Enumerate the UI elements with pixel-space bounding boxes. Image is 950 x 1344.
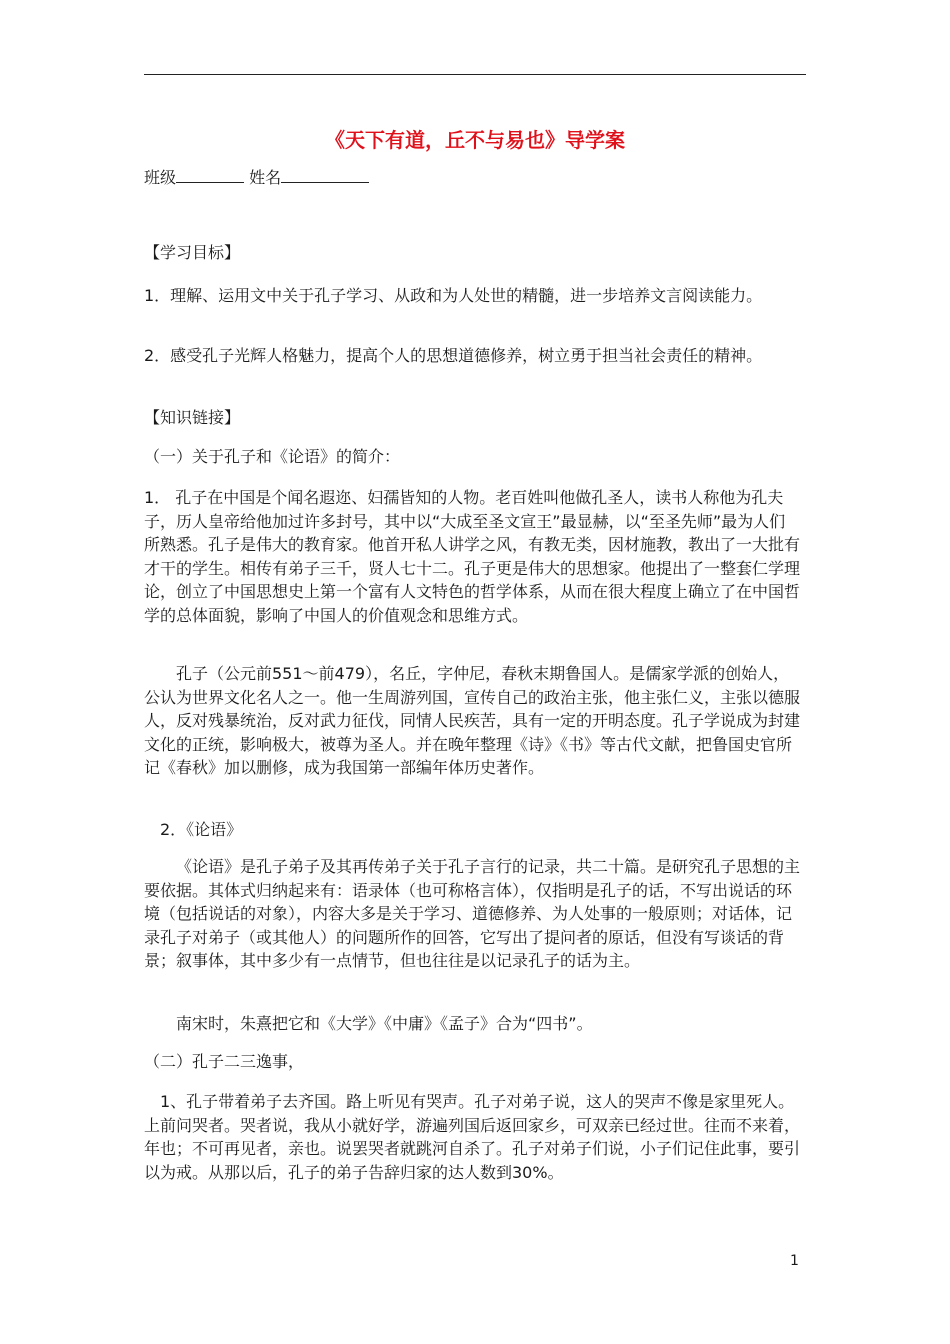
confucius-paragraph-2: 孔子（公元前551～前479），名丘，字仲尼，春秋末期鲁国人。是儒家学派的创始人，公认为世界文化名人之一。他一生周游列国，宣传自己的政治主张，他主张仁义，主张以德服人，反对残暴统治，反对武力征伐，同情人民疾苦，具有一定的开明态度。孔子学说成为封建文化的正统，影响极大，被尊为圣人。并在晚年整理《诗》《书》等古代文献，把鲁国史官所记《春秋》加以删修，成为我国第一部编年体历史著作。: [144, 664, 801, 777]
knowledge-heading: 【知识链接】: [144, 408, 241, 427]
goals-heading: 【学习目标】: [144, 243, 241, 262]
page-number: 1: [790, 1253, 799, 1269]
confucius-paragraph-1: 1． 孔子在中国是个闻名遐迩、妇孺皆知的人物。老百姓叫他做孔圣人，读书人称他为孔夫子，历人皇帝给他加过许多封号，其中以“大成至圣文宣王”最显赫，以“至圣先师”最为人们所熟悉。孔子是伟大的教育家。他首开私人讲学之风，有教无类，因材施教，教出了一大批有才干的学生。相传有弟子三千，贤人七十二。孔子更是伟大的思想家。他提出了一整套仁学理论，创立了中国思想史上第一个富有人文特色的哲学体系，从而在很大程度上确立了在中国哲学的总体面貌，影响了中国人的价值观念和思维方式。: [144, 488, 801, 625]
header-rule: [144, 74, 806, 75]
analects-paragraph-2: 南宋时，朱熹把它和《大学》《中庸》《孟子》合为“四书”。: [176, 1014, 593, 1033]
anecdote-heading: （二）孔子二三逸事，: [144, 1052, 305, 1071]
anecdote-1: 1、孔子带着弟子去齐国。路上听见有哭声。孔子对弟子说，这人的哭声不像是家里死人。上前问哭者。哭者说，我从小就好学，游遍列国后返回家乡，可双亲已经过世。往而不来着，年也；不可再见者，亲也。说罢哭者就跳河自杀了。孔子对弟子们说，小子们记住此事，要引以为戒。从那以后，孔子的弟子告辞归家的达人数到30%。: [144, 1092, 801, 1182]
name-label: 姓名: [249, 168, 282, 187]
document-title: 《天下有道，丘不与易也》导学案: [325, 128, 625, 152]
intro-heading: （一）关于孔子和《论语》的简介：: [144, 447, 401, 466]
goal-2: 2．感受孔子光辉人格魅力，提高个人的思想道德修养，树立勇于担当社会责任的精神。: [144, 346, 763, 365]
analects-paragraph-1: 《论语》是孔子弟子及其再传弟子关于孔子言行的记录，共二十篇。是研究孔子思想的主要依据。其体式归纳起来有：语录体（也可称格言体），仅指明是孔子的话，不写出说话的环境（包括说话的对象），内容大多是关于学习、道德修养、为人处事的一般原则；对话体，记录孔子对弟子（或其他人）的问题所作的回答，它写出了提问者的原话，但没有写谈话的背景；叙事体，其中多少有一点情节，但也往往是以记录孔子的话为主。: [144, 857, 801, 970]
analects-heading: 2．《论语》: [160, 820, 243, 839]
class-blank[interactable]: [176, 168, 244, 183]
name-blank[interactable]: [281, 168, 369, 183]
student-info-line: [144, 166, 814, 190]
class-label: 班级: [144, 168, 177, 187]
goal-1: 1．理解、运用文中关于孔子学习、从政和为人处世的精髓，进一步培养文言阅读能力。: [144, 286, 763, 305]
